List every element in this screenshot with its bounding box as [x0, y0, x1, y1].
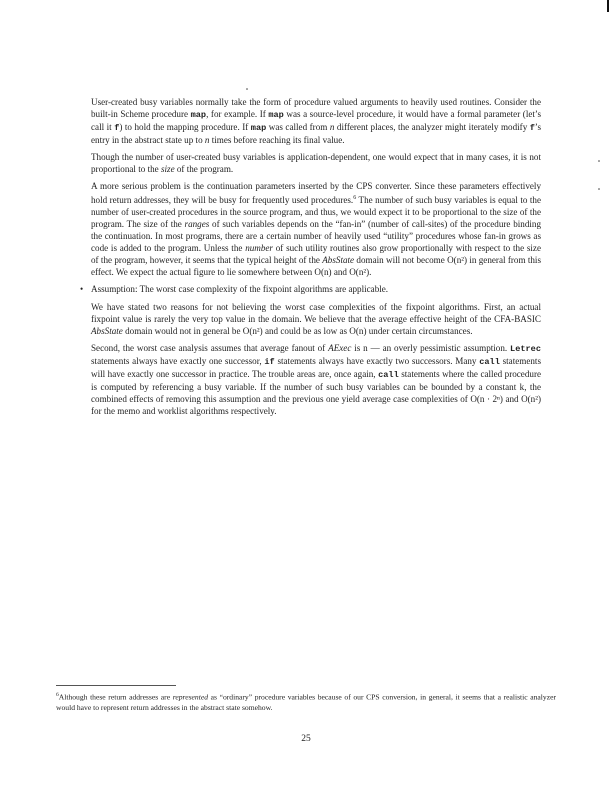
code-letrec: Letrec — [510, 344, 541, 355]
page-number: 25 — [301, 734, 311, 744]
scan-speck — [598, 160, 600, 162]
code-f: f — [114, 123, 120, 133]
code-map: map — [268, 110, 284, 120]
code-map: map — [250, 123, 267, 133]
page-body — [80, 96, 542, 422]
paragraph-application-dependent: Though the number of user-created busy variables is application-dependent, one would expect that in many cases, it is not proportional to the size of the program. — [91, 152, 541, 174]
footnote-marker: 6 — [56, 692, 59, 698]
code-if: if — [264, 357, 275, 368]
footnote-reference: 6 — [353, 195, 357, 201]
code-call: call — [378, 370, 399, 381]
paragraph-two-reasons: We have stated two reasons for not believing the worst case complexities of the fixpoint algorithms. First, an actual fixpoint value is rarely the very top value in the domain. We believe that the average effective height of the CFA-BASIC AbsState domain would not in general be O(n²) and could be as low as O(n) under certain circumstances. — [91, 302, 541, 337]
paragraph-continuation-parameters: A more serious problem is the continuation parameters inserted by the CPS converter. Since these parameters effectively hold return addresses, they will be busy for frequently used procedures.$^6$ The number of such busy variables is equal to the number of user-created procedures in the source program, and thus, we would expect it to be proportional to the size of the program. The size of the ranges of such variables depends on the “fan-in” (number of call-sites) of the procedure binding the continuation. In most programs, there are a certain number of heavily used “utility” procedures whose fan-in grows as code is added to the program. Unless the number of such utility routines also grow proportionally with respect to the size of the program, however, it seems that the typical height of the AbsState domain will not become O(n²) in general from this effect. We expect the actual figure to lie somewhere between O(n) and O(n²). — [91, 181, 542, 278]
paragraph-user-busy-variables: User-created busy variables normally take the form of procedure valued arguments to heavily used routines. Consider the built-in Scheme procedure map, for example. If map was a source-level procedure, it would have a formal parameter (let’s call it f) to hold the mapping procedure. If map was called from n different places, the analyzer might iterately modify f’s entry in the abstract state up to n times before reaching its final value. — [91, 97, 541, 145]
footnote-rule — [56, 685, 176, 686]
scan-speck — [246, 88, 248, 90]
scan-edge-mark — [607, 0, 609, 12]
scan-speck — [598, 188, 600, 190]
code-f: f — [529, 123, 535, 133]
paragraph-average-fanout: Second, the worst case analysis assumes that average fanout of AExec is n — an overly pessimistic assumption. Letrec statements always have exactly one successor, if statements always have exactly two successors. Many call statements will have exactly one successor in practice. The trouble areas are, once again, call statements where the called procedure is computed by referencing a busy variable. If the number of such busy variables can be bounded by a constant k, the combined effects of removing this assumption and the previous one yield average case complexities of O(n · 2ⁿ) and O(n²) for the memo and worklist algorithms respectively. — [91, 343, 542, 417]
footnote: $^6$Although these return addresses are represented as “ordinary” procedure variables because of our CPS conversion, in general, it seems that a realistic analyzer would have to represent return addresses in the abstract state somehow. — [56, 692, 556, 712]
code-call: call — [479, 357, 500, 368]
bullet-assumption: • Assumption: The worst case complexity of the fixpoint algorithms are applicable. — [80, 284, 389, 295]
bullet-icon: • — [80, 284, 84, 295]
code-map: map — [190, 110, 207, 120]
